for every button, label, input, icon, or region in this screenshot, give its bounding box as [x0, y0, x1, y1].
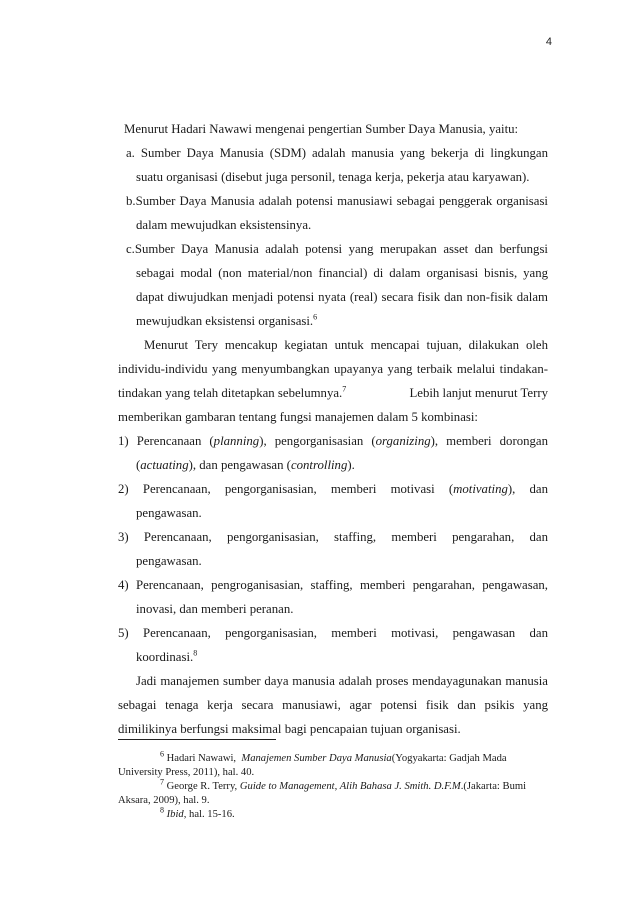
list-item-5-text: koordinasi.: [136, 650, 194, 664]
list-item-1-paren-open: (: [136, 458, 141, 472]
footnote-6-publisher: (Yogyakarta: Gadjah Mada: [391, 753, 507, 764]
list-item-3-line-2: pengawasan.: [136, 554, 202, 568]
closing-paragraph-line-1: Jadi manajemen sumber daya manusia adalah proses mendayagunakan manusia: [136, 674, 548, 688]
definition-a-line-2: suatu organisasi (disebut juga personil, tenaga kerja, pekerja atau karyawan).: [136, 170, 530, 184]
footnote-ref-8: 8: [193, 648, 198, 658]
tery-line-3-start: [118, 386, 346, 401]
term-actuating: actuating: [140, 458, 189, 472]
list-item-2-line-2: pengawasan.: [136, 506, 202, 520]
list-item-1-text-2e: ).: [347, 458, 355, 472]
tery-paragraph-line-2: individu-individu yang menyumbangkan upayanya yang terbaik melalui tindakan-: [118, 362, 548, 376]
closing-paragraph-line-3: dimilikinya berfungsi maksimal bagi pencapaian tujuan organisasi.: [118, 722, 461, 736]
definition-c-text: mewujudkan eksistensi organisasi.: [136, 314, 314, 328]
tery-paragraph-line-4: memberikan gambaran tentang fungsi manajemen dalam 5 kombinasi:: [118, 410, 478, 424]
list-item-2-text-c: ), dan: [507, 482, 549, 496]
footnote-divider: [118, 739, 276, 740]
footnote-8-line-1: [160, 805, 235, 821]
footnote-6-line-1: [160, 749, 507, 765]
list-item-1-text-c: ), pengorganisasian (: [259, 434, 376, 448]
tery-line-3-text: tindakan yang telah ditetapkan sebelumnya.: [118, 386, 343, 400]
list-item-3-line-1: 3) Perencanaan, pengorganisasian, staffing, memberi pengarahan, dan: [118, 530, 548, 544]
footnote-6-author: Hadari Nawawi,: [166, 753, 237, 764]
intro-line: Menurut Hadari Nawawi mengenai pengertian Sumber Daya Manusia, yaitu:: [124, 122, 519, 136]
list-item-5-line-1: 5) Perencanaan, pengorganisasian, memberi motivasi, pengawasan dan: [118, 626, 548, 640]
list-item-2-text-a: 2) Perencanaan, pengorganisasian, memberi motivasi (: [118, 482, 454, 496]
footnote-8-pages: , hal. 15-16.: [183, 809, 235, 820]
footnote-6-title: Manajemen Sumber Daya Manusia: [241, 753, 392, 764]
list-item-1-text-2c: ), dan pengawasan (: [188, 458, 291, 472]
term-controlling: controlling: [290, 458, 348, 472]
footnote-7-line-2: Aksara, 2009), hal. 9.: [118, 795, 210, 806]
list-item-5-line-2: [136, 650, 197, 665]
footnote-6-line-2: University Press, 2011), hal. 40.: [118, 767, 255, 778]
footnote-ref-7: 7: [342, 384, 347, 394]
list-item-4-line-1: 4) Perencanaan, pengroganisasian, staffing, memberi pengarahan, pengawasan,: [118, 578, 548, 592]
footnote-ref-6: 6: [313, 312, 318, 322]
list-item-1-text-e: ), memberi dorongan: [430, 434, 548, 448]
definition-b-line-1: b.Sumber Daya Manusia adalah potensi manusiawi sebagai penggerak organisasi: [126, 194, 548, 208]
footnote-7-title: Guide to Management, Alih Bahasa J. Smith. D.F.M: [239, 781, 461, 792]
list-item-1-line-2: [136, 458, 355, 473]
definition-c-line-2: sebagai modal (non material/non financial) di dalam organisasi bisnis, yang: [136, 266, 548, 280]
footnote-7-number: 7: [160, 777, 164, 787]
definition-b-line-2: dalam mewujudkan eksistensinya.: [136, 218, 312, 232]
term-motivating: motivating: [453, 482, 508, 496]
tery-line-3-end: Lebih lanjut menurut Terry: [409, 386, 548, 400]
tery-paragraph-line-3: [118, 386, 548, 401]
term-organizing: organizing: [375, 434, 431, 448]
footnote-8-title: Ibid: [166, 809, 184, 820]
definition-c-line-3: dapat diwujudkan menjadi potensi nyata (real) secara fisik dan non-fisik dalam: [136, 290, 548, 304]
definition-c-line-1: c.Sumber Daya Manusia adalah potensi yang merupakan asset dan berfungsi: [126, 242, 548, 256]
footnote-7-line-1: [160, 777, 527, 793]
footnote-7-publisher: .(Jakarta: Bumi: [460, 781, 527, 792]
definition-c-line-4: [136, 314, 317, 329]
list-item-2-line-1: [118, 482, 548, 497]
page-number: 4: [545, 36, 552, 48]
footnote-8-number: 8: [160, 805, 164, 815]
list-item-1-text-a: 1) Perencanaan (: [118, 434, 214, 448]
tery-paragraph-line-1: Menurut Tery mencakup kegiatan untuk mencapai tujuan, dilakukan oleh: [144, 338, 548, 352]
list-item-1-line-1: [118, 434, 548, 449]
footnote-7-author: George R. Terry,: [166, 781, 238, 792]
definition-a-line-1: a. Sumber Daya Manusia (SDM) adalah manusia yang bekerja di lingkungan: [126, 146, 548, 160]
list-item-4-line-2: inovasi, dan memberi peranan.: [136, 602, 294, 616]
footnote-6-number: 6: [160, 749, 164, 759]
closing-paragraph-line-2: sebagai tenaga kerja secara manusiawi, agar potensi fisik dan psikis yang: [118, 698, 548, 712]
term-planning: planning: [213, 434, 260, 448]
